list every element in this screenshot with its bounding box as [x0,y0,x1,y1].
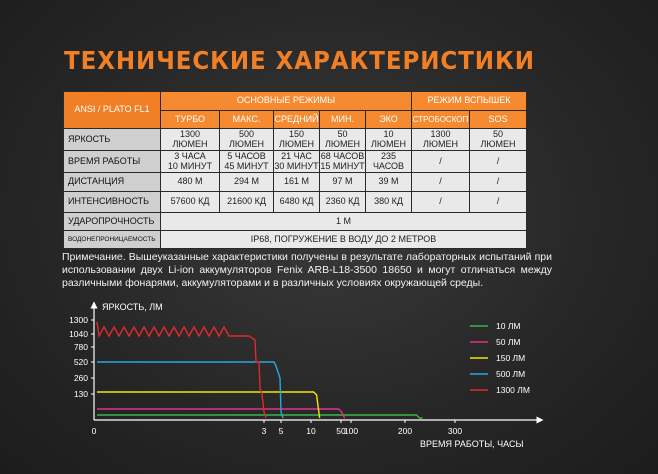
legend-label: 50 ЛМ [496,337,521,347]
impact-label: УДАРОПРОЧНОСТЬ [64,213,161,231]
model-header: ANSI / PLATO FL1 [64,92,161,129]
table-cell: 5 ЧАСОВ 45 МИНУТ [220,151,274,173]
x-tick-label: 100 [343,426,359,436]
group-flash-header: РЕЖИМ ВСПЫШЕК [412,92,527,111]
row-label: ДИСТАНЦИЯ [64,173,161,192]
table-cell: 97 М [320,173,366,192]
row-label: ВРЕМЯ РАБОТЫ [64,151,161,173]
x-tick-label: 3 [261,426,267,436]
legend-label: 1300 ЛМ [496,385,530,395]
mode-header-1: МАКС. [220,111,274,129]
page-title: ТЕХНИЧЕСКИЕ ХАРАКТЕРИСТИКИ [64,46,535,75]
legend-label: 500 ЛМ [496,369,526,379]
series-line-50 [97,409,345,418]
table-cell: 68 ЧАСОВ 15 МИНУТ [320,151,365,171]
x-ticks [92,420,463,436]
mode-header-0: ТУРБО [161,111,220,129]
table-cell: 235 ЧАСОВ [366,151,412,173]
table-cell: 39 М [366,173,412,192]
table-cell: 6480 КД [274,192,320,213]
table-cell: 50 ЛЮМЕН [320,129,366,151]
x-tick-label: 5 [278,426,284,436]
series-lines [97,322,423,418]
x-tick-label: 300 [447,426,463,436]
table-cell: / [470,151,527,173]
legend-label: 10 ЛМ [496,321,521,331]
x-tick-label: 0 [91,426,97,436]
mode-header-5: СТРОБОСКОП [412,111,470,129]
y-tick-label: 1300 [69,315,88,325]
mode-header-3: МИН. [320,111,366,129]
table-cell: 2360 КД [320,192,366,213]
series-line-150 [97,392,320,418]
legend-label: 150 ЛМ [496,353,526,363]
table-cell: / [470,173,527,192]
legend [470,321,530,395]
row-label: ИНТЕНСИВНОСТЬ [64,192,161,213]
table-cell: 161 М [274,173,320,192]
table-cell: / [412,151,470,173]
y-tick-label: 1040 [69,329,88,339]
x-tick-label: 50 [336,426,346,436]
x-axis-label: ВРЕМЯ РАБОТЫ, ЧАСЫ [420,439,524,449]
table-cell: 50 ЛЮМЕН [470,129,527,151]
table-cell: / [470,192,527,213]
group-main-header: ОСНОВНЫЕ РЕЖИМЫ [161,92,412,111]
series-line-1300 [97,322,266,418]
table-cell: 150 ЛЮМЕН [274,129,320,151]
table-cell: 480 М [161,173,220,192]
table-cell: / [412,173,470,192]
table-cell: / [412,192,470,213]
table-cell: 57600 КД [161,192,220,213]
mode-header-6: SOS [470,111,527,129]
note-text: Примечание. Вышеуказанные характеристики получены в результате лабораторных испытаний при использовании двух Li-ion аккумуляторов Fenix ARB-L18-3500 18650 и могут отличаться между различными фонарями, аккумуляторами и в различных условиях окружающей среды. [62,251,552,289]
y-ticks [69,315,94,399]
water-value: IP68, ПОГРУЖЕНИЕ В ВОДУ ДО 2 МЕТРОВ [161,231,527,249]
table-cell: 10 ЛЮМЕН [366,129,412,151]
table-cell: 3 ЧАСА 10 МИНУТ [161,151,220,173]
table-cell: 1300 ЛЮМЕН [161,129,220,151]
mode-header-2: СРЕДНИЙ [274,111,320,129]
table-cell: 380 КД [366,192,412,213]
y-tick-label: 260 [73,373,88,383]
x-tick-label: 200 [397,426,413,436]
x-tick-label: 10 [306,426,316,436]
table-cell: 294 М [220,173,274,192]
y-tick-label: 780 [73,342,88,352]
impact-value: 1 М [161,213,527,231]
table-cell: 21 ЧАС 30 МИНУТ [274,151,319,171]
water-label: ВОДОНЕПРОНИЦАЕМОСТЬ [64,231,161,249]
mode-header-4: ЭКО [366,111,412,129]
y-tick-label: 520 [73,357,88,367]
y-axis-label: ЯРКОСТЬ, ЛМ [102,302,163,312]
table-cell: 500 ЛЮМЕН [220,129,274,151]
table-cell: 21600 КД [220,192,274,213]
y-tick-label: 130 [73,389,88,399]
series-line-10 [97,415,423,418]
row-label: ЯРКОСТЬ [64,129,161,151]
table-cell: 1300 ЛЮМЕН [412,129,470,151]
